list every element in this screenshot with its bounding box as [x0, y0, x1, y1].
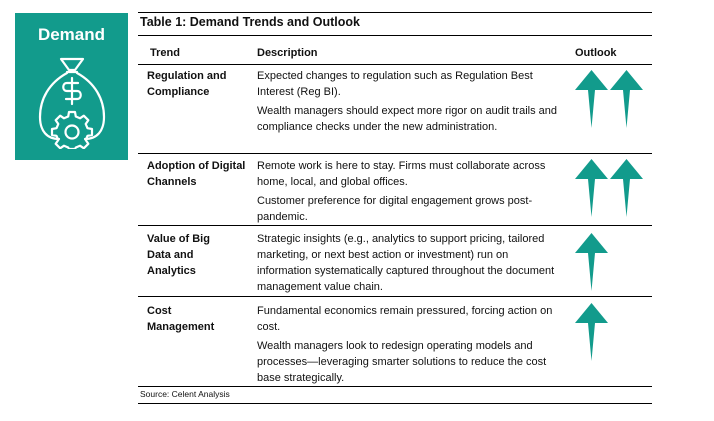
description-paragraph: Customer preference for digital engagement grows post-pandemic. — [257, 195, 533, 223]
outlook-up-arrow-icon — [575, 233, 608, 291]
money-bag-gear-icon — [37, 57, 107, 149]
rule-source — [138, 403, 652, 404]
outlook-up-arrow-icon — [610, 70, 643, 128]
header-outlook: Outlook — [575, 47, 617, 59]
trend-cell: Adoption of Digital Channels — [147, 160, 246, 188]
trend-cell: Cost Management — [147, 305, 215, 333]
description-paragraph: Expected changes to regulation such as Regulation Best Interest (Reg BI). — [257, 70, 533, 98]
description-cell — [257, 303, 562, 389]
outlook-up-arrow-icon — [610, 159, 643, 217]
outlook-up-arrow-icon — [575, 159, 608, 217]
description-paragraph: Wealth managers look to redesign operating models and processes—leveraging smarter solutions to reduce the cost base strategically. — [257, 340, 547, 384]
description-cell — [257, 158, 562, 228]
demand-tile — [15, 13, 128, 160]
description-paragraph: Strategic insights (e.g., analytics to support pricing, tailored marketing, or next best action or investment) run on information systematically captured throughout the document management value chain. — [257, 233, 555, 293]
description-paragraph: Remote work is here to stay. Firms must collaborate across home, local, and global offices. — [257, 160, 546, 188]
header-description: Description — [257, 47, 318, 59]
description-paragraph: Fundamental economics remain pressured, forcing action on cost. — [257, 305, 553, 333]
outlook-up-arrow-icon — [575, 70, 608, 128]
rule-under-header — [138, 64, 652, 65]
description-cell — [257, 231, 562, 298]
description-cell — [257, 68, 562, 138]
trend-cell: Value of Big Data and Analytics — [147, 233, 210, 277]
outlook-up-arrow-icon — [575, 303, 608, 361]
trend-cell: Regulation and Compliance — [147, 70, 227, 98]
rule-row-1 — [138, 153, 652, 154]
source-note: Source: Celent Analysis — [140, 389, 230, 399]
tile-title: Demand — [37, 25, 106, 44]
table-title: Table 1: Demand Trends and Outlook — [140, 15, 360, 29]
header-trend: Trend — [150, 47, 180, 59]
rule-top — [138, 12, 652, 13]
description-paragraph: Wealth managers should expect more rigor on audit trails and compliance checks under the new administration. — [257, 105, 558, 133]
rule-under-title — [138, 35, 652, 36]
